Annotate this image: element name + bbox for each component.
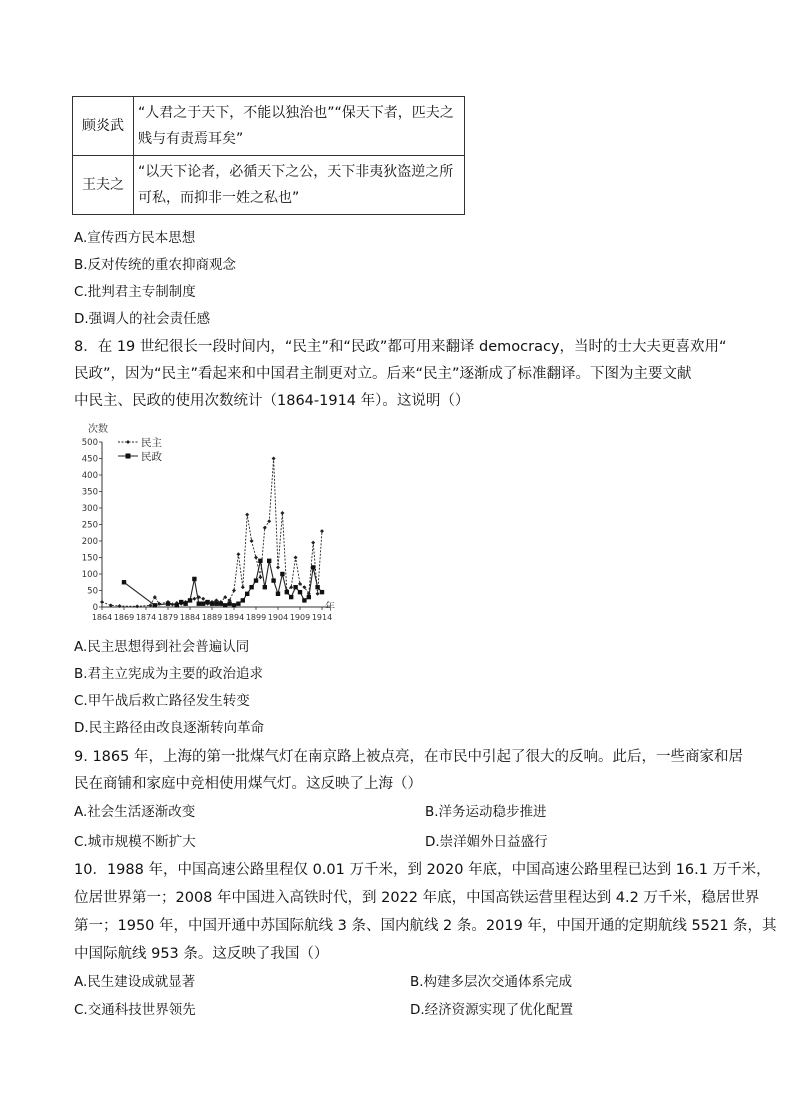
data-point-民政 <box>302 598 306 602</box>
data-point-民主 <box>232 589 236 593</box>
legend-label-民政: 民政 <box>141 451 162 463</box>
x-tick-label: 1869 <box>113 613 135 622</box>
data-point-民政 <box>197 602 201 606</box>
y-tick-label: 250 <box>81 520 98 531</box>
data-point-民政 <box>276 592 280 596</box>
data-point-民政 <box>254 578 258 582</box>
data-point-民政 <box>205 600 209 604</box>
q10-stem-line3: 第一；1950 年，中国开通中苏国际航线 3 条、国内航线 2 条。2019 年，中国开通的定期航线 5521 条，其 <box>74 918 777 934</box>
data-point-民主 <box>258 575 262 579</box>
data-point-民政 <box>192 577 196 581</box>
q7-option-b: B.反对传统的重农抑商观念 <box>74 257 237 273</box>
data-point-民政 <box>307 595 311 599</box>
series-line-民主 <box>102 459 322 607</box>
y-tick-label: 400 <box>81 471 98 481</box>
q10-stem-line4: 中国际航线 953 条。这反映了我国（） <box>74 946 329 962</box>
data-point-民政 <box>219 602 223 606</box>
data-point-民政 <box>280 572 284 576</box>
data-point-民主 <box>236 552 240 556</box>
data-point-民政 <box>122 580 126 584</box>
data-point-民主 <box>100 600 104 604</box>
data-point-民政 <box>223 603 227 607</box>
data-point-民政 <box>271 578 275 582</box>
data-point-民政 <box>267 559 271 563</box>
data-point-民主 <box>241 585 245 589</box>
x-axis-label: 年 <box>325 602 335 613</box>
x-tick-label: 1874 <box>135 613 157 622</box>
data-point-民政 <box>293 585 297 589</box>
q7-option-d: D.强调人的社会责任感 <box>74 311 211 327</box>
q8-option-b: B.君主立宪成为主要的政治追求 <box>74 666 264 682</box>
x-tick-label: 1909 <box>289 613 311 622</box>
person-name: 王夫之 <box>73 156 134 215</box>
q10-stem-line1: 10．1988 年，中国高速公路里程仅 0.01 万千米，到 2020 年底，中国高速公路里程已达到 16.1 万千米， <box>74 862 771 878</box>
y-tick-label: 150 <box>81 553 98 564</box>
y-tick-label: 200 <box>81 537 98 547</box>
q9-option-d: D.崇洋媚外日益盛行 <box>425 834 548 850</box>
data-point-民主 <box>316 592 320 596</box>
x-tick-label: 1889 <box>201 613 223 622</box>
data-point-民政 <box>227 602 231 606</box>
data-point-民政 <box>241 598 245 602</box>
data-point-民政 <box>236 602 240 606</box>
data-point-民政 <box>201 602 205 606</box>
quote-text: “人君之于天下，不能以独治也”“保天下者，匹夫之贱与有责焉耳矣” <box>134 97 465 156</box>
data-point-民政 <box>249 585 253 589</box>
usage-count-chart <box>72 418 342 628</box>
data-point-民政 <box>175 603 179 607</box>
data-point-民政 <box>166 602 170 606</box>
x-tick-label: 1899 <box>245 613 267 622</box>
q8-option-d: D.民主路径由改良逐渐转向革命 <box>74 720 265 736</box>
legend-marker-民主 <box>126 440 130 444</box>
data-point-民主 <box>135 604 139 608</box>
x-tick-label: 1864 <box>91 613 113 622</box>
q9-option-c: C.城市规模不断扩大 <box>74 834 196 850</box>
data-point-民政 <box>214 602 218 606</box>
x-tick-label: 1884 <box>179 613 201 622</box>
x-tick-label: 1904 <box>267 613 289 622</box>
q10-option-a: A.民生建设成就显著 <box>74 974 196 990</box>
legend-marker-民政 <box>126 454 131 459</box>
data-point-民主 <box>201 597 205 601</box>
data-point-民政 <box>210 602 214 606</box>
data-point-民主 <box>192 597 196 601</box>
q8-stem-line3: 中民主、民政的使用次数统计（1864-1914 年）。这说明（） <box>74 393 470 409</box>
quote-text: “以天下论者，必循天下之公，天下非夷狄盗逆之所可私，而抑非一姓之私也” <box>134 156 465 215</box>
data-point-民政 <box>298 590 302 594</box>
data-point-民主 <box>245 513 249 517</box>
q10-stem-line2: 位居世界第一；2008 年中国进入高铁时代，到 2022 年底，中国高铁运营里程达到 4.2 万千米，稳居世界 <box>74 890 760 906</box>
q7-option-a: A.宣传西方民本思想 <box>74 230 196 246</box>
q10-option-c: C.交通科技世界领先 <box>74 1002 196 1018</box>
q8-stem-line1: 8．在 19 世纪很长一段时间内，“民主”和“民政”都可用来翻译 democracy，当时的士大夫更喜欢用“ <box>74 339 727 355</box>
y-axis-label: 次数 <box>88 424 108 435</box>
person-name: 顾炎武 <box>73 97 134 156</box>
data-point-民政 <box>179 600 183 604</box>
q9-stem-line2: 民在商铺和家庭中竞相使用煤气灯。这反映了上海（） <box>74 776 422 792</box>
x-tick-label: 1894 <box>223 613 245 622</box>
y-tick-label: 50 <box>87 586 98 597</box>
data-point-民政 <box>315 585 319 589</box>
data-point-民政 <box>153 603 157 607</box>
data-point-民主 <box>294 556 298 560</box>
data-point-民政 <box>232 603 236 607</box>
table-row <box>73 156 465 215</box>
table-row <box>73 97 465 156</box>
data-point-民主 <box>267 519 271 523</box>
data-point-民政 <box>311 565 315 569</box>
data-point-民政 <box>183 602 187 606</box>
x-tick-label: 1879 <box>157 613 179 622</box>
data-point-民政 <box>258 559 262 563</box>
q9-stem-line1: 9. 1865 年，上海的第一批煤气灯在南京路上被点亮，在市民中引起了很大的反响。此后，一些商家和居 <box>74 749 743 765</box>
y-tick-label: 100 <box>81 570 98 580</box>
q10-option-d: D.经济资源实现了优化配置 <box>410 1002 574 1018</box>
data-point-民主 <box>250 539 254 543</box>
x-tick-label: 1914 <box>311 613 333 622</box>
y-tick-label: 500 <box>81 438 98 448</box>
data-point-民主 <box>276 565 280 569</box>
data-point-民政 <box>285 590 289 594</box>
data-point-民主 <box>272 457 276 461</box>
data-point-民主 <box>280 511 284 515</box>
q8-option-a: A.民主思想得到社会普遍认同 <box>74 639 250 655</box>
data-point-民主 <box>254 556 258 560</box>
data-point-民政 <box>263 585 267 589</box>
quote-table <box>72 96 465 215</box>
y-tick-label: 300 <box>81 504 98 514</box>
legend-label-民主: 民主 <box>141 437 162 449</box>
data-point-民政 <box>289 595 293 599</box>
q7-option-c: C.批判君主专制制度 <box>74 284 196 300</box>
data-point-民政 <box>245 592 249 596</box>
data-point-民政 <box>320 590 324 594</box>
data-point-民主 <box>311 541 315 545</box>
q9-option-a: A.社会生活逐渐改变 <box>74 804 196 820</box>
y-tick-label: 350 <box>81 487 98 498</box>
data-point-民主 <box>320 529 324 533</box>
y-tick-label: 450 <box>81 454 98 465</box>
data-point-民政 <box>188 598 192 602</box>
q8-option-c: C.甲午战后救亡路径发生转变 <box>74 693 250 709</box>
q8-stem-line2: 民政”，因为“民主”看起来和中国君主制更对立。后来“民主”逐渐成了标准翻译。下图为主要文献 <box>74 366 692 382</box>
y-tick-label: 0 <box>92 603 98 613</box>
q10-option-b: B.构建多层次交通体系完成 <box>410 974 573 990</box>
q9-option-b: B.洋务运动稳步推进 <box>425 804 547 820</box>
